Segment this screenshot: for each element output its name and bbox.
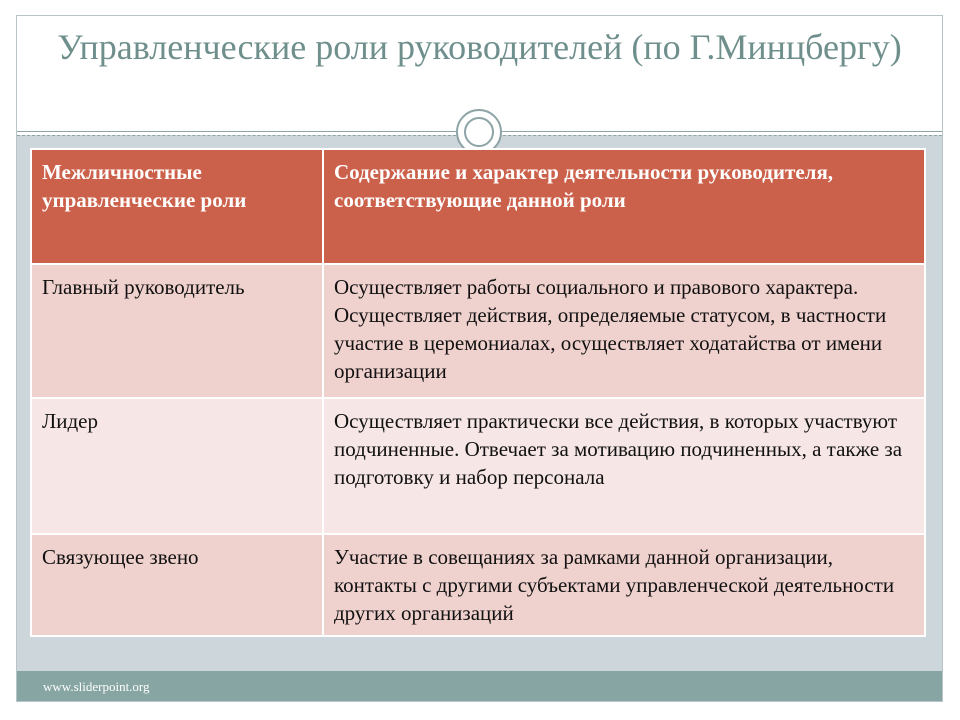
slide-title: Управленческие роли руководителей (по Г.Минцбергу): [57, 27, 902, 67]
circle-ornament-inner: [464, 117, 494, 147]
table-row: [31, 264, 925, 398]
role-cell: Лидер: [31, 398, 323, 534]
header-roles: Межличностные управленческие роли: [31, 149, 323, 264]
header-description: Содержание и характер деятельности руководителя, соответствующие данной роли: [323, 149, 925, 264]
role-cell: Главный руководитель: [31, 264, 323, 398]
roles-table: [30, 148, 926, 637]
footer-url: www.sliderpoint.org: [43, 679, 150, 694]
role-cell: Связующее звено: [31, 534, 323, 636]
table-header-row: [31, 149, 925, 264]
table-row: [31, 534, 925, 636]
table-row: [31, 398, 925, 534]
description-cell: Осуществляет практически все действия, в которых участвуют подчиненные. Отвечает за мотивацию подчиненных, а также за подготовку и набор персонала: [323, 398, 925, 534]
footer-bar: [17, 671, 942, 701]
description-cell: Участие в совещаниях за рамками данной организации, контакты с другими субъектами управленческой деятельности других организаций: [323, 534, 925, 636]
description-cell: Осуществляет работы социального и правового характера. Осуществляет действия, определяемые статусом, в частности участие в церемониалах, осуществляет ходатайства от имени организации: [323, 264, 925, 398]
